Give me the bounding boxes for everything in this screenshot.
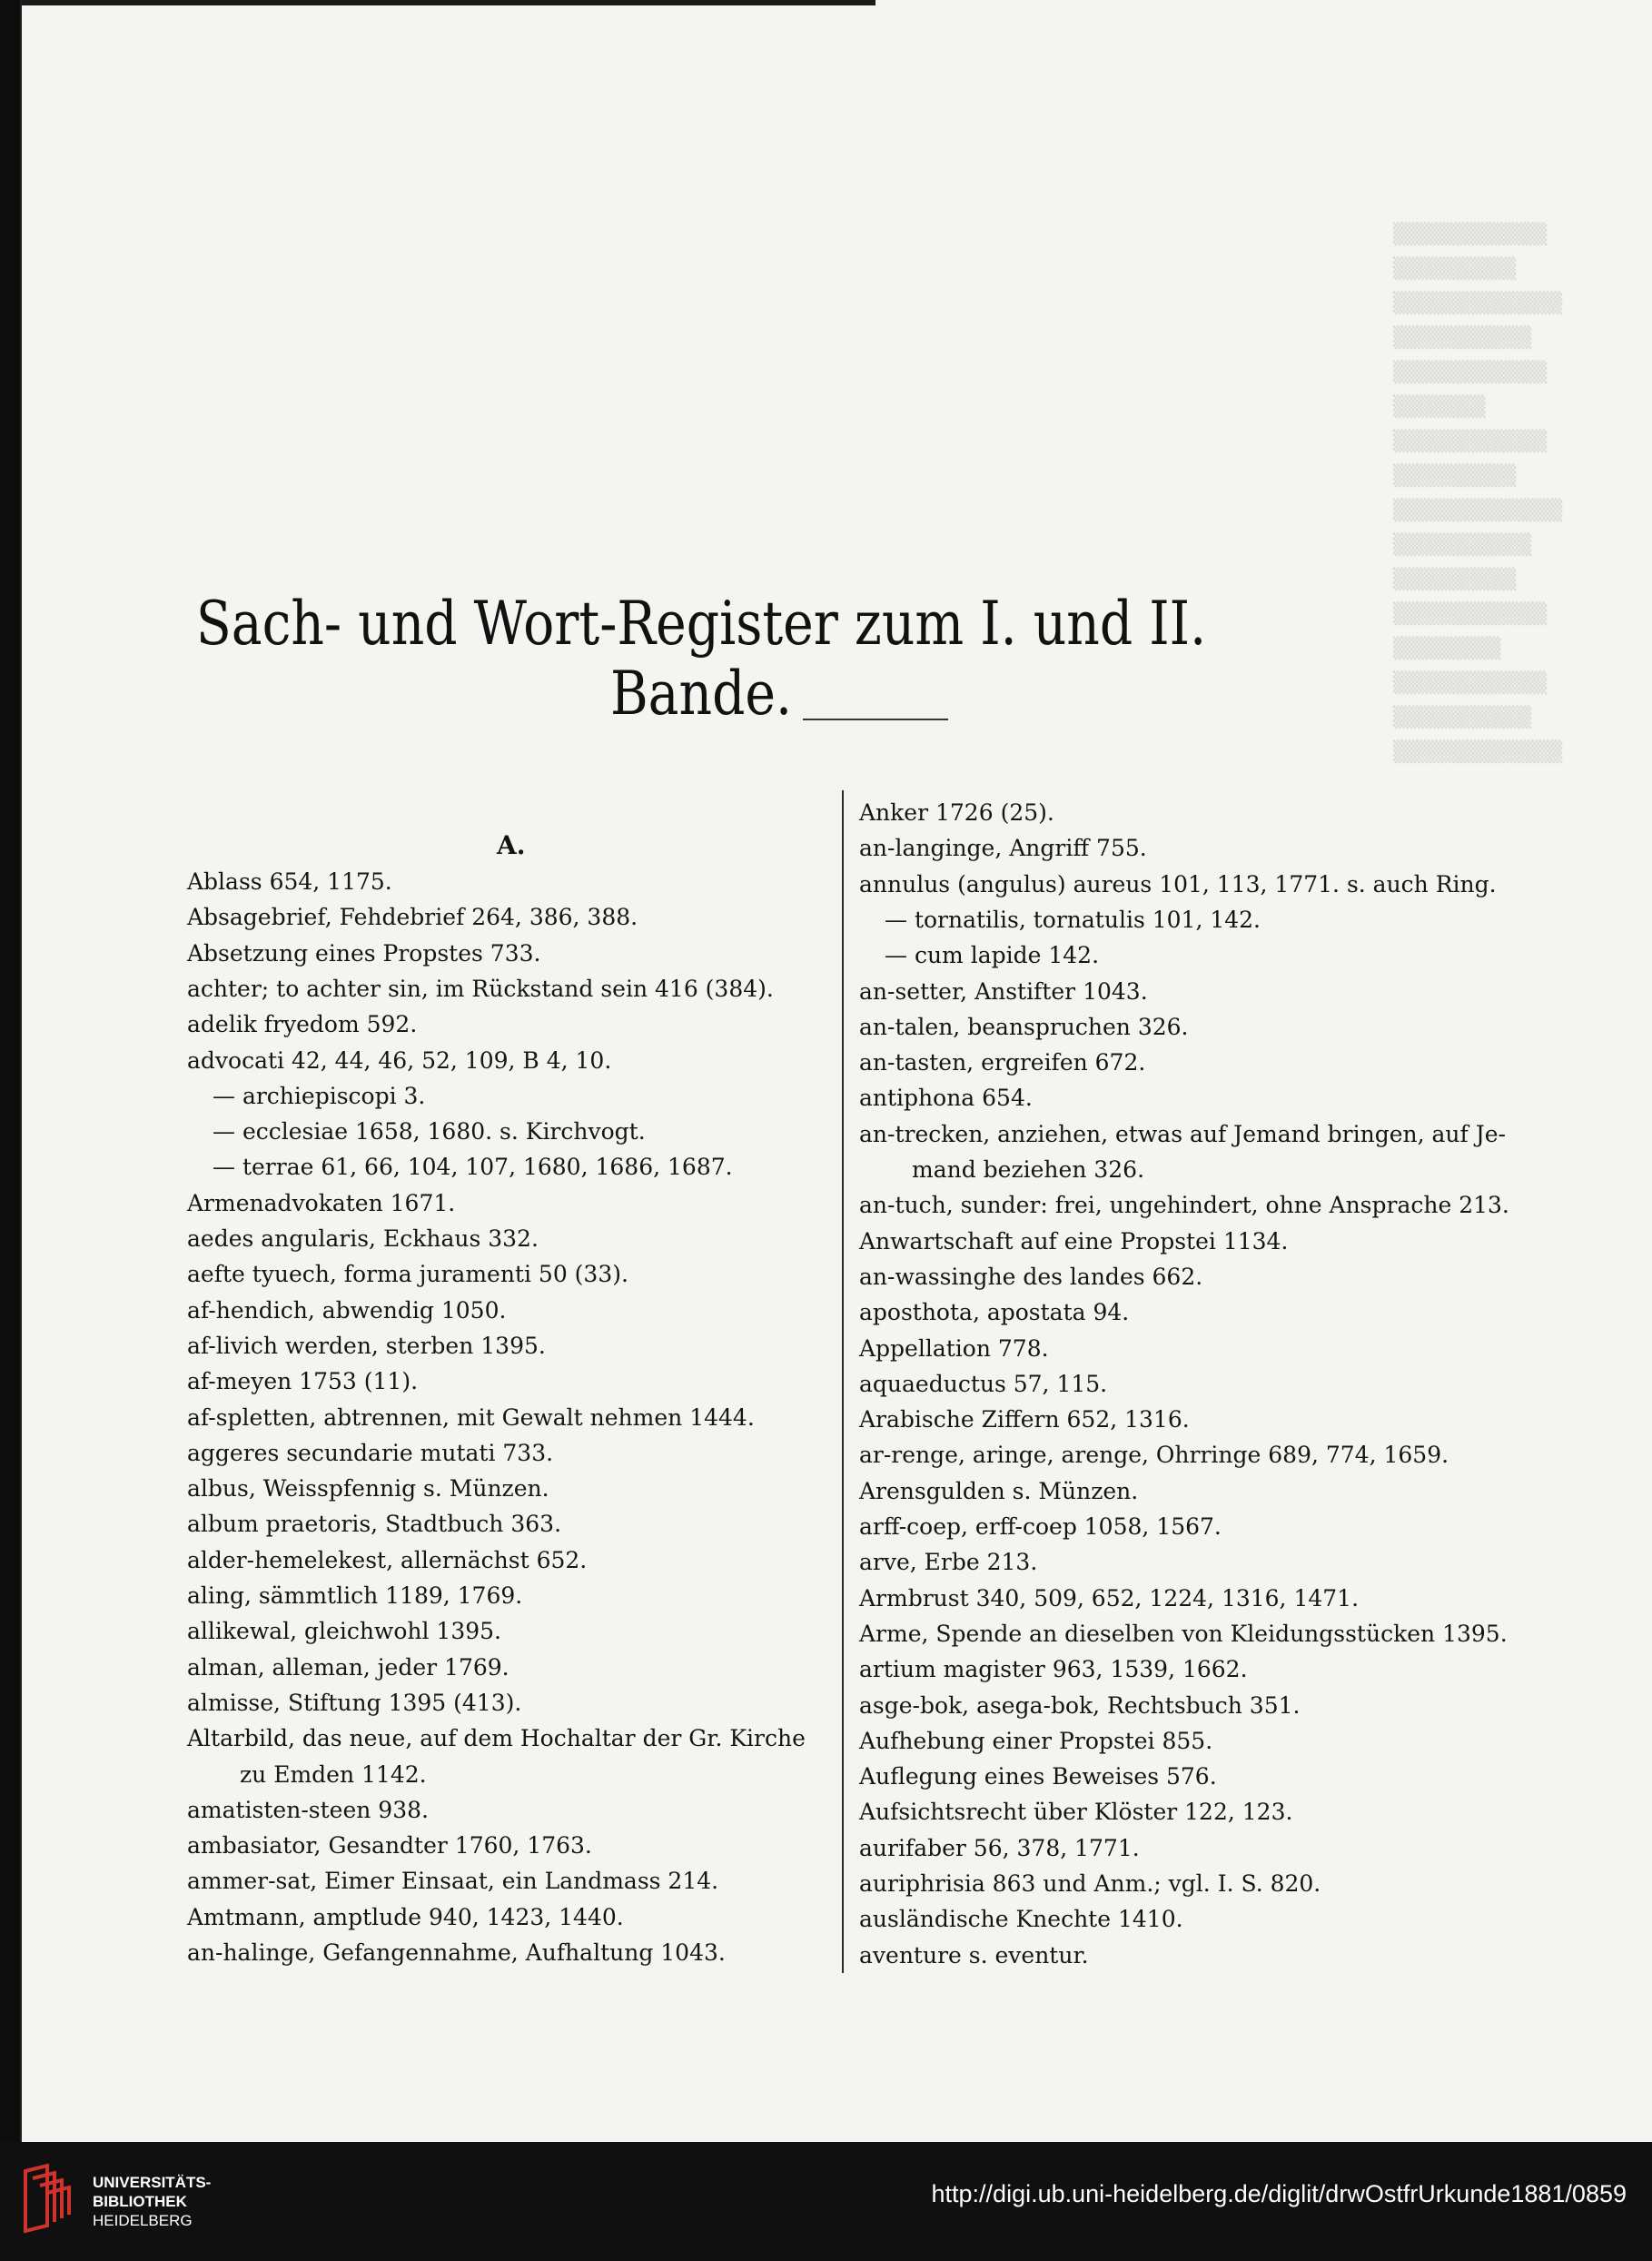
- library-name-line3: HEIDELBERG: [93, 2212, 193, 2229]
- index-entry: almisse, Stiftung 1395 (413).: [187, 1689, 522, 1716]
- document-page: [20, 0, 1652, 2142]
- index-entry: zu Emden 1142.: [240, 1760, 427, 1788]
- index-entry: Altarbild, das neue, auf dem Hochaltar der Gr. Kirche: [187, 1725, 806, 1752]
- index-entry: ar-renge, aringe, arenge, Ohrringe 689, 774, 1659.: [859, 1442, 1449, 1469]
- index-entry: Armenadvokaten 1671.: [187, 1189, 456, 1216]
- scan-edge: [22, 0, 875, 5]
- index-entry: an-halinge, Gefangennahme, Aufhaltung 1043.: [187, 1939, 726, 1966]
- index-entry: annulus (angulus) aureus 101, 113, 1771. s. auch Ring.: [859, 870, 1497, 897]
- library-name-line1: UNIVERSITÄTS-: [93, 2174, 212, 2191]
- index-entry: Absagebrief, Fehdebrief 264, 386, 388.: [187, 904, 638, 931]
- section-letter: A.: [497, 830, 526, 860]
- index-entry: an-tasten, ergreifen 672.: [859, 1049, 1146, 1076]
- ub-heidelberg-logo-icon: [20, 2162, 78, 2235]
- index-entry: Auflegung eines Beweises 576.: [859, 1763, 1217, 1790]
- index-entry: af-livich werden, sterben 1395.: [187, 1332, 546, 1359]
- column-divider: [842, 790, 844, 1973]
- index-entry: Ablass 654, 1175.: [187, 868, 392, 895]
- index-entry: aedes angularis, Eckhaus 332.: [187, 1225, 539, 1252]
- index-entry: an-wassinghe des landes 662.: [859, 1263, 1203, 1290]
- index-entry: Aufhebung einer Propstei 855.: [859, 1727, 1213, 1754]
- index-entry: Arme, Spende an dieselben von Kleidungsstücken 1395.: [859, 1620, 1508, 1647]
- library-name-line2: BIBLIOTHEK: [93, 2193, 187, 2210]
- index-entry: aposthota, apostata 94.: [859, 1299, 1130, 1326]
- index-entry: aling, sämmtlich 1189, 1769.: [187, 1582, 523, 1609]
- index-entry: af-spletten, abtrennen, mit Gewalt nehmen 1444.: [187, 1403, 755, 1431]
- index-entry: Amtmann, amptlude 940, 1423, 1440.: [187, 1903, 624, 1930]
- index-entry: an-talen, beanspruchen 326.: [859, 1013, 1189, 1040]
- index-entry: — ecclesiae 1658, 1680. s. Kirchvogt.: [213, 1118, 646, 1145]
- index-entry: albus, Weisspfennig s. Münzen.: [187, 1475, 549, 1502]
- index-entry: ambasiator, Gesandter 1760, 1763.: [187, 1832, 592, 1859]
- index-entry: an-trecken, anziehen, etwas auf Jemand bringen, auf Je-: [859, 1120, 1506, 1147]
- index-entry: aventure s. eventur.: [859, 1941, 1089, 1968]
- library-name: [93, 2173, 211, 2230]
- index-entry: aggeres secundarie mutati 733.: [187, 1439, 554, 1466]
- index-entry: aquaeductus 57, 115.: [859, 1370, 1108, 1397]
- index-entry: aefte tyuech, forma juramenti 50 (33).: [187, 1261, 628, 1288]
- index-entry: — terrae 61, 66, 104, 107, 1680, 1686, 1687.: [213, 1154, 733, 1181]
- index-entry: — tornatilis, tornatulis 101, 142.: [885, 906, 1261, 933]
- index-entry: album praetoris, Stadtbuch 363.: [187, 1511, 562, 1538]
- index-entry: an-tuch, sunder: frei, ungehindert, ohne Ansprache 213.: [859, 1192, 1509, 1219]
- index-entry: Appellation 778.: [859, 1334, 1049, 1362]
- index-entry: Aufsichtsrecht über Klöster 122, 123.: [859, 1799, 1293, 1826]
- index-entry: Arabische Ziffern 652, 1316.: [859, 1406, 1190, 1433]
- index-entry: Absetzung eines Propstes 733.: [187, 939, 541, 967]
- index-entry: adelik fryedom 592.: [187, 1011, 418, 1038]
- index-entry: auriphrisia 863 und Anm.; vgl. I. S. 820.: [859, 1870, 1321, 1897]
- index-entry: ausländische Knechte 1410.: [859, 1906, 1183, 1933]
- index-entry: ammer-sat, Eimer Einsaat, ein Landmass 214.: [187, 1868, 719, 1895]
- index-entry: af-meyen 1753 (11).: [187, 1368, 419, 1395]
- title-rule: [803, 719, 948, 720]
- index-entry: advocati 42, 44, 46, 52, 109, B 4, 10.: [187, 1046, 612, 1074]
- index-entry: Anker 1726 (25).: [859, 799, 1054, 826]
- index-entry: allikewal, gleichwohl 1395.: [187, 1618, 501, 1645]
- index-entry: alder-hemelekest, allernächst 652.: [187, 1546, 588, 1573]
- index-entry: artium magister 963, 1539, 1662.: [859, 1656, 1248, 1683]
- index-entry: — archiepiscopi 3.: [213, 1082, 426, 1109]
- index-entry: mand beziehen 326.: [912, 1156, 1145, 1183]
- index-entry: amatisten-steen 938.: [187, 1796, 429, 1823]
- index-entry: achter; to achter sin, im Rückstand sein 416 (384).: [187, 975, 774, 1002]
- index-entry: asge-bok, asega-bok, Rechtsbuch 351.: [859, 1691, 1301, 1719]
- page-title: Sach- und Wort-Register zum I. und II. Bande.: [195, 589, 1207, 729]
- index-entry: an-setter, Anstifter 1043.: [859, 977, 1148, 1005]
- bleed-through-text: ▒▒▒▒▒▒▒▒▒▒ ▒▒▒▒▒▒▒▒ ▒▒▒▒▒▒▒▒▒▒▒ ▒▒▒▒▒▒▒▒▒ ▒▒▒▒▒▒▒▒▒▒ ▒▒▒▒▒▒ ▒▒▒▒▒▒▒▒▒▒ ▒▒▒▒▒▒▒▒ ▒▒▒▒▒▒▒▒▒▒▒ ▒▒▒▒▒▒▒▒▒ ▒▒▒▒▒▒▒▒ ▒▒▒▒▒▒▒▒▒▒ ▒▒▒▒▒▒▒ ▒▒▒▒▒▒▒▒▒▒ ▒▒▒▒▒▒▒▒▒ ▒▒▒▒▒▒▒▒▒▒▒: [1393, 223, 1563, 764]
- index-entry: arff-coep, erff-coep 1058, 1567.: [859, 1513, 1222, 1540]
- index-entry: Armbrust 340, 509, 652, 1224, 1316, 1471.: [859, 1584, 1360, 1611]
- source-url[interactable]: http://digi.ub.uni-heidelberg.de/diglit/drwOstfrUrkunde1881/0859: [931, 2180, 1627, 2207]
- index-entry: af-hendich, abwendig 1050.: [187, 1296, 507, 1324]
- index-entry: Anwartschaft auf eine Propstei 1134.: [859, 1227, 1289, 1254]
- index-entry: — cum lapide 142.: [885, 942, 1100, 969]
- index-entry: arve, Erbe 213.: [859, 1549, 1038, 1576]
- index-entry: aurifaber 56, 378, 1771.: [859, 1834, 1140, 1861]
- index-entry: an-langinge, Angriff 755.: [859, 835, 1147, 862]
- index-entry: antiphona 654.: [859, 1085, 1033, 1112]
- index-entry: alman, alleman, jeder 1769.: [187, 1653, 509, 1681]
- index-entry: Arensgulden s. Münzen.: [859, 1477, 1139, 1504]
